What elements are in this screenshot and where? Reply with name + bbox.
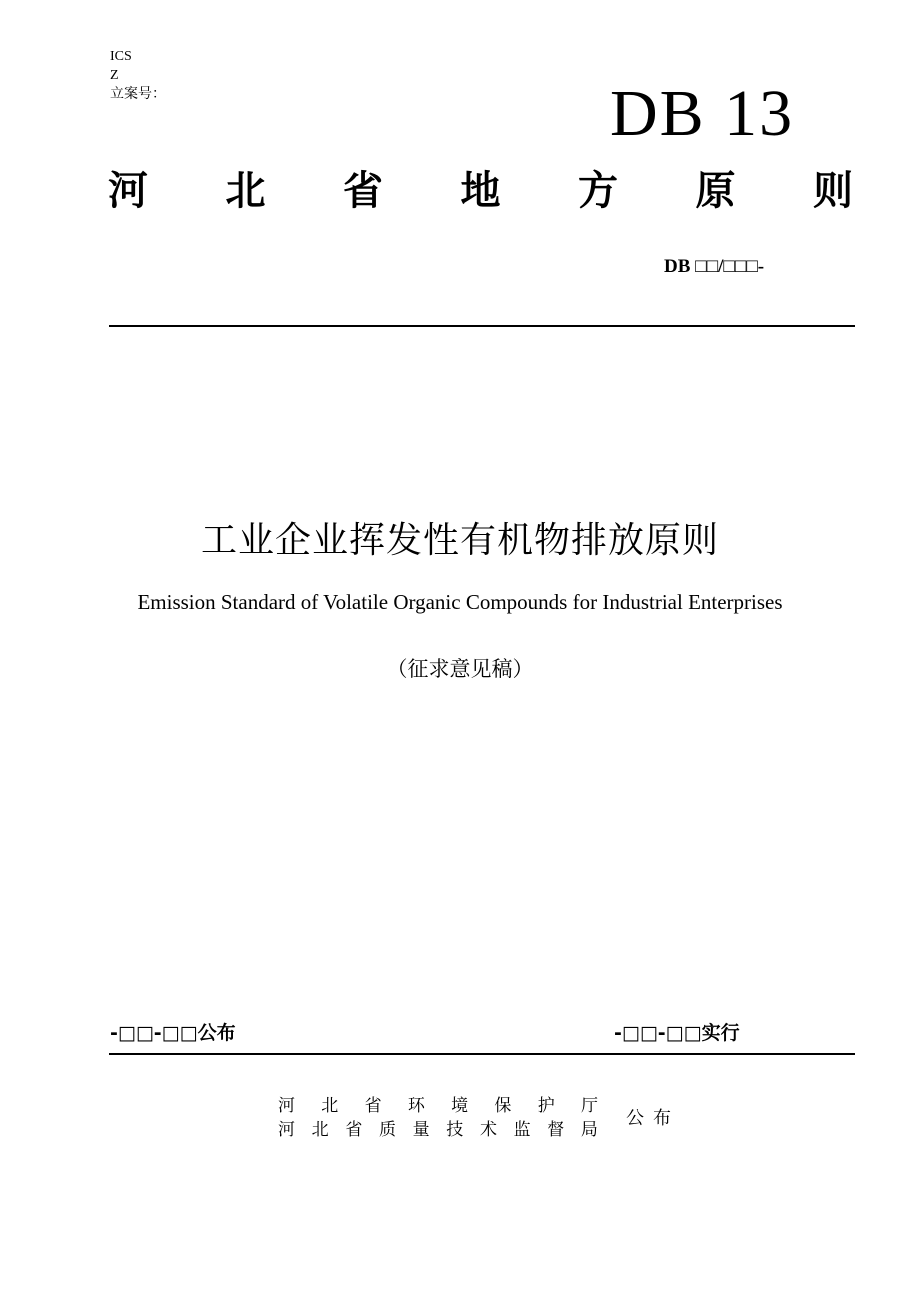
issuer-char: 省 xyxy=(364,1096,382,1116)
standard-number: DB □□/□□□- xyxy=(664,256,765,277)
issuer-quality-bureau xyxy=(278,1118,598,1142)
publish-date: -□□-□□公布 xyxy=(110,1022,236,1044)
implement-date: -□□-□□实行 xyxy=(614,1022,740,1044)
issuer-char: 厅 xyxy=(580,1096,598,1116)
issuer-environment-dept xyxy=(278,1094,598,1118)
bottom-divider xyxy=(109,1053,855,1055)
z-label: Z xyxy=(110,68,119,83)
issuer-char: 监 xyxy=(513,1120,531,1140)
gov-title-char: 省 xyxy=(343,168,383,214)
gov-title-char: 则 xyxy=(813,168,853,214)
issuer-char: 质 xyxy=(378,1120,396,1140)
top-divider xyxy=(109,325,855,327)
draft-note: （征求意见稿） xyxy=(386,657,534,681)
gov-title-char: 北 xyxy=(225,168,266,214)
issuer-char: 量 xyxy=(412,1120,430,1140)
issuer-char: 保 xyxy=(494,1096,512,1116)
issuers-block xyxy=(278,1094,598,1142)
issuer-char: 局 xyxy=(580,1120,598,1140)
issuer-char: 省 xyxy=(345,1120,363,1140)
issuer-char: 技 xyxy=(446,1120,464,1140)
issuer-char: 督 xyxy=(547,1120,565,1140)
document-english-title: Emission Standard of Volatile Organic Compounds for Industrial Enterprises xyxy=(137,590,783,614)
meta-block xyxy=(110,47,166,104)
issuer-char: 境 xyxy=(451,1096,469,1116)
issuer-char: 术 xyxy=(479,1120,497,1140)
gov-title-char: 原 xyxy=(695,168,736,214)
government-title xyxy=(108,165,853,217)
db-code: DB 13 xyxy=(610,77,795,150)
gov-title-char: 地 xyxy=(460,168,501,214)
document-title: 工业企业挥发性有机物排放原则 xyxy=(200,520,719,561)
record-number-label: 立案号： xyxy=(110,87,166,102)
issuer-char: 河 xyxy=(278,1096,295,1116)
issuer-char: 北 xyxy=(321,1096,339,1116)
issuer-char: 北 xyxy=(311,1120,329,1140)
issue-word: 公布 xyxy=(626,1108,680,1129)
issuer-char: 护 xyxy=(537,1096,555,1116)
gov-title-char: 河 xyxy=(108,168,148,214)
gov-title-char: 方 xyxy=(578,168,618,214)
issuer-char: 环 xyxy=(407,1096,425,1116)
issuer-char: 河 xyxy=(278,1120,295,1140)
ics-label: ICS xyxy=(110,49,132,64)
